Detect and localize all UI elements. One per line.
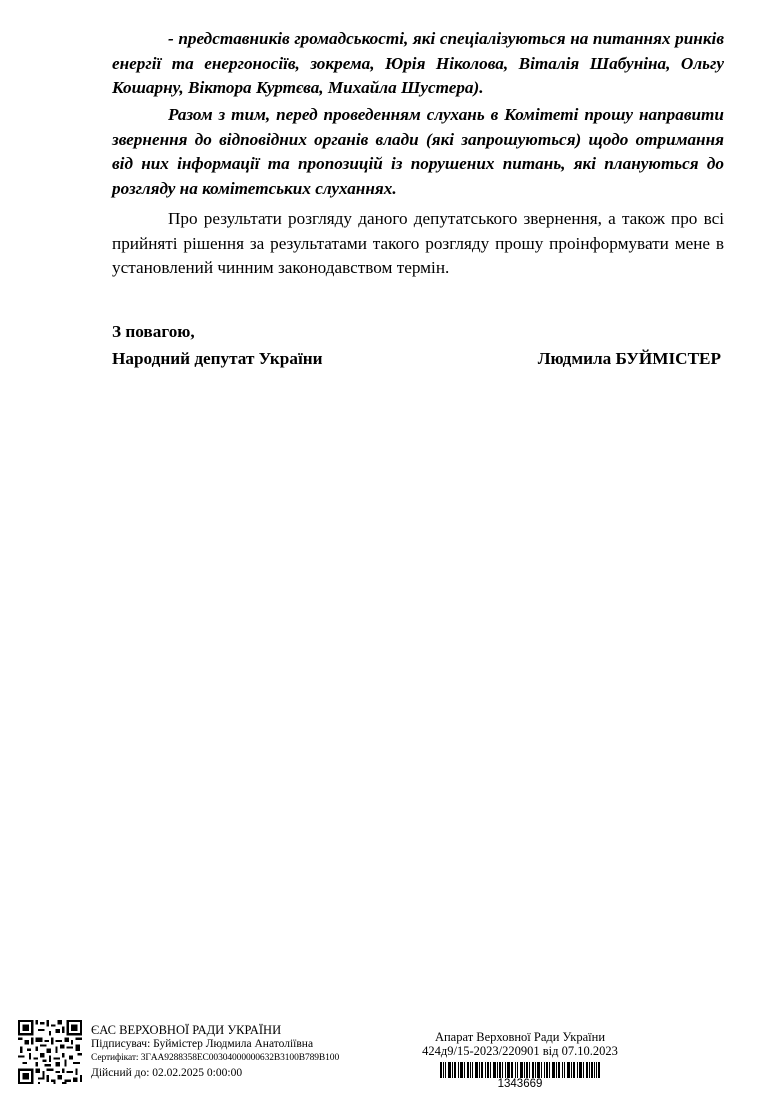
signature-name: Людмила БУЙМІСТЕР: [537, 349, 721, 368]
barcode-number: 1343669: [497, 1078, 543, 1090]
stamp-valid-until: Дійсний до: 02.02.2025 0:00:00: [91, 1067, 243, 1079]
registration-org: Апарат Верховної Ради України: [434, 1030, 606, 1044]
paragraph-public-representatives: - представників громадськості, які спеціалізуються на питаннях ринків енергії та енергоносіїв, зокрема, Юрія Ніколова, Віталія Шабуніна, Ольгу Кошарну, Віктора Куртєва, Михайла Шустера).: [112, 29, 724, 97]
digital-signature-block: [18, 1020, 398, 1090]
signature-title: Народний депутат України: [112, 349, 323, 368]
paragraph-results-request: Про результати розгляду даного депутатського звернення, а також про всі прийняті рішення за результатами такого розгляду прошу проінформувати мене в установлений чинним законодавством термін.: [112, 209, 724, 277]
qr-code-icon: [18, 1020, 82, 1084]
stamp-certificate: Сертифікат: 3ГAA9288358EC00304000000632B3100B789B100: [91, 1053, 340, 1063]
barcode-icon: [440, 1062, 600, 1078]
stamp-signer: Підписувач: Буймістер Людмила Анатоліївна: [91, 1038, 314, 1050]
paragraph-appeal-request: Разом з тим, перед проведенням слухань в Комітеті прошу направити звернення до відповідних органів влади (які запрошуються) щодо отримання від них інформації та пропозицій із порушених питань, які плануються до розгляду на комітетських слуханнях.: [112, 105, 724, 198]
signature-stamp: [91, 1023, 339, 1080]
registration-number: 424д9/15-2023/220901 від 07.10.2023: [422, 1044, 618, 1058]
registration-block: [420, 1030, 620, 1094]
stamp-title: ЄАС ВЕРХОВНОЇ РАДИ УКРАЇНИ: [91, 1023, 282, 1037]
signature-closing: З повагою,: [112, 322, 195, 341]
